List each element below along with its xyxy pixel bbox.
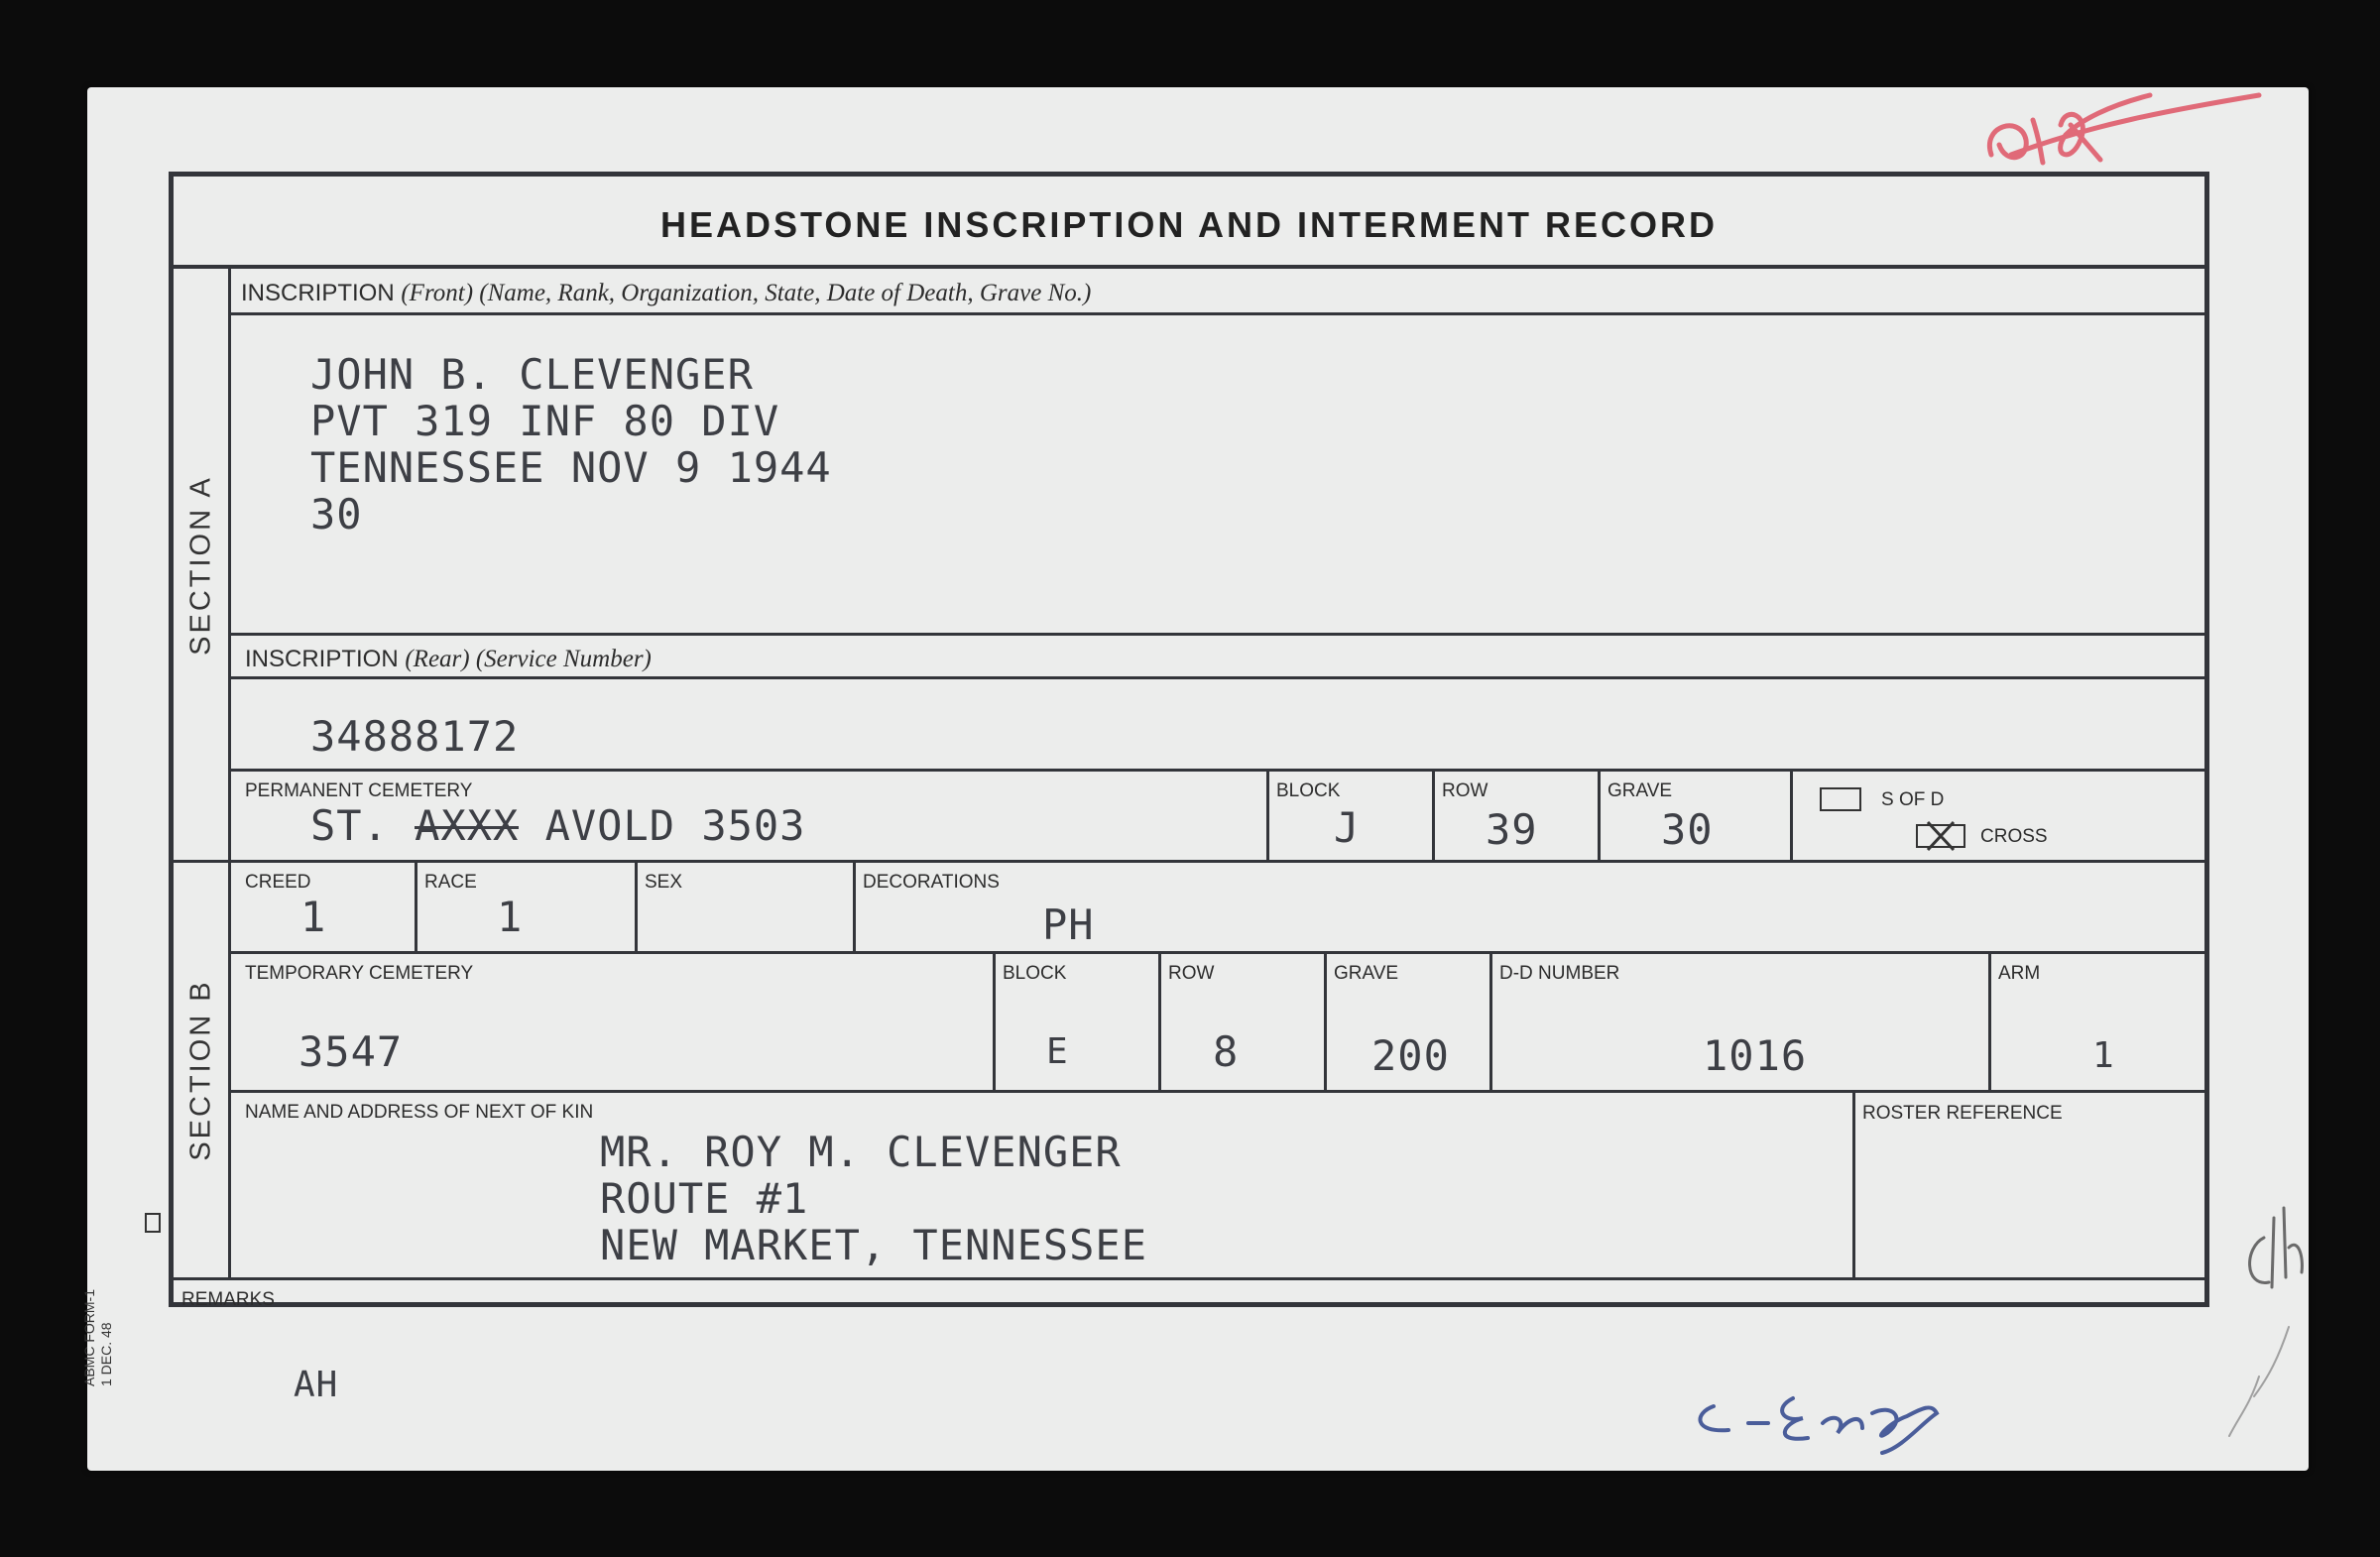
rule-nok-end [174,1277,2204,1280]
inscription-line-name: JOHN B. CLEVENGER [310,350,754,399]
x-mark-icon [1918,818,1964,852]
inscription-rear-label [245,646,652,673]
vrule-temp-dd [1489,951,1492,1090]
next-of-kin-address [600,1129,1147,1268]
pencil-marks [2214,1178,2314,1456]
vrule-roster [1852,1090,1855,1277]
race-label: RACE [424,872,477,893]
s-of-d-checkbox [1820,787,1861,811]
inscription-line-grave: 30 [310,490,363,539]
remarks-note: AH [294,1365,339,1405]
vrule-temp-grave [1324,951,1327,1090]
arm-value: 1 [2092,1035,2115,1076]
rule-rear-label [231,676,2204,679]
strike-line [415,826,519,829]
permanent-cemetery-suffix: AVOLD 3503 [544,801,806,850]
vrule-race [415,860,417,951]
cross-checkbox [1916,824,1965,848]
vrule-perm-block [1266,769,1269,860]
vrule-sex [635,860,638,951]
vrule-perm-row [1432,769,1435,860]
perm-row-value: 39 [1486,805,1538,854]
next-of-kin-route: ROUTE #1 [600,1174,809,1223]
temp-grave-value: 200 [1371,1031,1450,1080]
vrule-temp-arm [1988,951,1991,1090]
temp-grave-label: GRAVE [1334,963,1399,984]
vrule-temp-row [1158,951,1161,1090]
dd-number-label: D-D NUMBER [1499,963,1620,984]
section-b-label: SECTION B [184,979,216,1161]
form-date-text: 1 DEC. 48 [98,1322,114,1386]
permanent-cemetery-value [310,801,805,850]
permanent-cemetery-prefix: ST. [310,801,389,850]
red-pencil-mark [1971,85,2289,175]
rule-temp-end [231,1090,2204,1093]
inscription-front-label-detail: (Front) (Name, Rank, Organization, State, Date of Death, Grave No.) [401,280,1092,306]
section-b-column [174,862,231,1278]
rule-section-divider [174,860,2204,863]
vrule-temp-block [993,951,996,1090]
roster-reference-label: ROSTER REFERENCE [1862,1103,2063,1124]
struck-text [415,801,519,850]
section-a-label: SECTION A [184,475,216,656]
race-value: 1 [497,893,524,941]
form-title: HEADSTONE INSCRIPTION AND INTERMENT RECORD [174,177,2204,269]
record-card [81,87,2309,1471]
rule-front-label [231,312,2204,315]
inscription-line-rank: PVT 319 INF 80 DIV [310,397,780,445]
perm-grave-label: GRAVE [1607,780,1673,801]
service-number: 34888172 [310,712,520,761]
form-number-text: ABMC FORM-1 [81,1289,97,1386]
decorations-label: DECORATIONS [863,872,1000,893]
vrule-decorations [853,860,856,951]
struck-word: AXXX [415,801,520,850]
perm-row-label: ROW [1442,780,1488,801]
section-a-column [174,269,231,862]
rule-personal-end [231,951,2204,954]
blue-pen-signature [1674,1378,2051,1468]
rule-rear-end [231,769,2204,772]
rule-front-end [231,633,2204,636]
vrule-perm-sofd [1790,769,1793,860]
next-of-kin-city: NEW MARKET, TENNESSEE [600,1221,1148,1269]
temp-block-label: BLOCK [1003,963,1067,984]
sex-label: SEX [645,872,683,893]
next-of-kin-label: NAME AND ADDRESS OF NEXT OF KIN [245,1102,594,1123]
inscription-front-label-prefix: INSCRIPTION [241,280,395,306]
dd-number-value: 1016 [1703,1031,1808,1080]
perm-block-value: J [1334,803,1361,852]
form-checkbox [145,1213,161,1233]
temporary-cemetery-label: TEMPORARY CEMETERY [245,963,474,984]
remarks-label: REMARKS [181,1289,275,1310]
inscription-line-state-date: TENNESSEE NOV 9 1944 [310,443,832,492]
creed-label: CREED [245,872,311,893]
inscription-rear-label-detail: (Rear) (Service Number) [405,646,652,672]
inscription-front-text [310,351,832,538]
temp-row-value: 8 [1213,1027,1240,1076]
form-frame [169,172,2209,1310]
s-of-d-label: S OF D [1881,789,1945,810]
cross-label: CROSS [1980,826,2048,847]
form-number [81,1289,115,1386]
creed-value: 1 [300,893,327,941]
arm-label: ARM [1998,963,2041,984]
vrule-perm-grave [1598,769,1601,860]
perm-block-label: BLOCK [1276,780,1341,801]
temporary-cemetery-value: 3547 [298,1027,404,1076]
decorations-value: PH [1042,900,1095,949]
temp-row-label: ROW [1168,963,1215,984]
perm-grave-value: 30 [1661,805,1714,854]
permanent-cemetery-label: PERMANENT CEMETERY [245,780,473,801]
inscription-rear-label-prefix: INSCRIPTION [245,646,399,672]
temp-block-value: E [1046,1031,1069,1072]
inscription-front-label [241,280,1091,307]
next-of-kin-name: MR. ROY M. CLEVENGER [600,1128,1122,1176]
